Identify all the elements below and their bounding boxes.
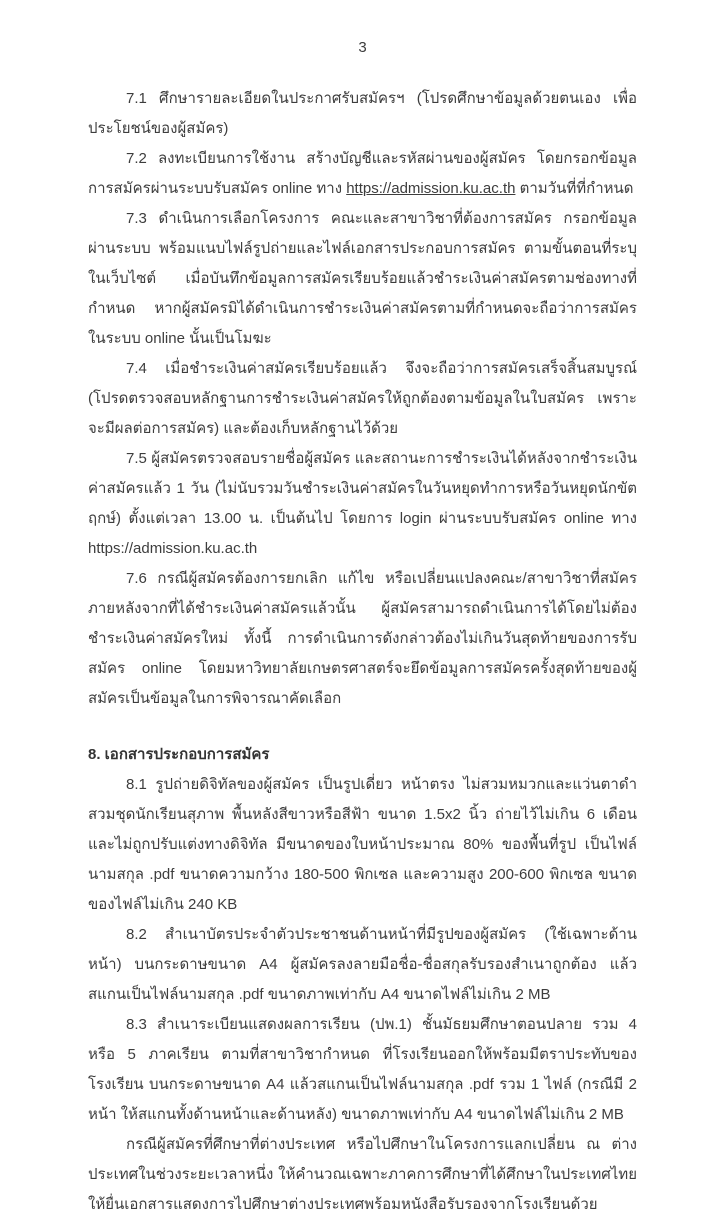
paragraph-8-1: 8.1 รูปถ่ายดิจิทัลของผู้สมัคร เป็นรูปเดี่ยว หน้าตรง ไม่สวมหมวกและแว่นตาดำ สวมชุดนักเรียนสุภาพ พื้นหลังสีขาวหรือสีฟ้า ขนาด 1.5x2 นิ้ว ถ่ายไว้ไม่เกิน 6 เดือน และไม่ถูกปรับแต่งทางดิจิทัล มีขนาดของใบหน้าประมาณ 80% ของพื้นที่รูป เป็นไฟล์นามสกุล .pdf ขนาดความกว้าง 180-500 พิกเซล และความสูง 200-600 พิกเซล ขนาดของไฟล์ไม่เกิน 240 KB: [88, 776, 637, 913]
admission-url-link[interactable]: https://admission.ku.ac.th: [346, 180, 516, 197]
paragraph-8-3: 8.3 สำเนาระเบียนแสดงผลการเรียน (ปพ.1) ชั้นมัธยมศึกษาตอนปลาย รวม 4 หรือ 5 ภาคเรียน ตามที่สาขาวิชากำหนด ที่โรงเรียนออกให้พร้อมมีตราประทับของโรงเรียน บนกระดาษขนาด A4 แล้วสแกนเป็นไฟล์นามสกุล .pdf รวม 1 ไฟล์ (กรณีมี 2 หน้า ให้สแกนทั้งด้านหน้าและด้านหลัง) ขนาดภาพเท่ากับ A4 ขนาดไฟล์ไม่เกิน 2 MB: [88, 1016, 637, 1123]
paragraph-7-4: 7.4 เมื่อชำระเงินค่าสมัครเรียบร้อยแล้ว จึงจะถือว่าการสมัครเสร็จสิ้นสมบูรณ์ (โปรดตรวจสอบหลักฐานการชำระเงินค่าสมัครให้ถูกต้องตามข้อมูลในใบสมัคร เพราะจะมีผลต่อการสมัคร) และต้องเก็บหลักฐานไว้ด้วย: [88, 360, 637, 437]
page-number: 3: [358, 39, 367, 56]
paragraph-foreign-study-note: กรณีผู้สมัครที่ศึกษาที่ต่างประเทศ หรือไปศึกษาในโครงการแลกเปลี่ยน ณ ต่างประเทศในช่วงระยะเวลาหนึ่ง ให้คำนวณเฉพาะภาคการศึกษาที่ได้ศึกษาในประเทศไทย ให้ยื่นเอกสารแสดงการไปศึกษาต่างประเทศพร้อมหนังสือรับรองจากโรงเรียนด้วย: [88, 1136, 637, 1213]
paragraph-7-3: 7.3 ดำเนินการเลือกโครงการ คณะและสาขาวิชาที่ต้องการสมัคร กรอกข้อมูลผ่านระบบ พร้อมแนบไฟล์รูปถ่ายและไฟล์เอกสารประกอบการสมัคร ตามขั้นตอนที่ระบุในเว็บไซต์ เมื่อบันทึกข้อมูลการสมัครเรียบร้อยแล้วชำระเงินค่าสมัครตามช่องทางที่กำหนด หากผู้สมัครมิได้ดำเนินการชำระเงินค่าสมัครตามที่กำหนดจะถือว่าการสมัครในระบบ online นั้นเป็นโมฆะ: [88, 210, 637, 347]
paragraph-8-2: 8.2 สำเนาบัตรประจำตัวประชาชนด้านหน้าที่มีรูปของผู้สมัคร (ใช้เฉพาะด้านหน้า) บนกระดาษขนาด A4 ผู้สมัครลงลายมือชื่อ-ชื่อสกุลรับรองสำเนาถูกต้อง แล้วสแกนเป็นไฟล์นามสกุล .pdf ขนาดภาพเท่ากับ A4 ขนาดไฟล์ไม่เกิน 2 MB: [88, 926, 637, 1003]
section-8-heading: 8. เอกสารประกอบการสมัคร: [88, 746, 270, 763]
paragraph-7-1: 7.1 ศึกษารายละเอียดในประกาศรับสมัครฯ (โปรดศึกษาข้อมูลด้วยตนเอง เพื่อประโยชน์ของผู้สมัคร): [88, 90, 637, 137]
paragraph-7-2-text-before: 7.2 ลงทะเบียนการใช้งาน สร้างบัญชีและรหัสผ่านของผู้สมัคร โดยกรอกข้อมูลการสมัครผ่านระบบรับสมัคร online ทาง: [88, 150, 637, 197]
paragraph-7-2: [88, 144, 637, 204]
paragraph-7-5: 7.5 ผู้สมัครตรวจสอบรายชื่อผู้สมัคร และสถานะการชำระเงินได้หลังจากชำระเงินค่าสมัครแล้ว 1 วัน (ไม่นับรวมวันชำระเงินค่าสมัครในวันหยุดทำการหรือวันหยุดนักขัตฤกษ์) ตั้งแต่เวลา 13.00 น. เป็นต้นไป โดยการ login ผ่านระบบรับสมัคร online ทาง https://admission.ku.ac.th: [88, 450, 637, 557]
paragraph-7-2-text-after: ตามวันที่ที่กำหนด: [515, 180, 634, 197]
paragraph-7-6: 7.6 กรณีผู้สมัครต้องการยกเลิก แก้ไข หรือเปลี่ยนแปลงคณะ/สาขาวิชาที่สมัคร ภายหลังจากที่ได้ชำระเงินค่าสมัครแล้วนั้น ผู้สมัครสามารถดำเนินการได้โดยไม่ต้องชำระเงินค่าสมัครใหม่ ทั้งนี้ การดำเนินการดังกล่าวต้องไม่เกินวันสุดท้ายของการรับสมัคร online โดยมหาวิทยาลัยเกษตรศาสตร์จะยึดข้อมูลการสมัครครั้งสุดท้ายของผู้สมัครเป็นข้อมูลในการพิจารณาคัดเลือก: [88, 570, 637, 707]
